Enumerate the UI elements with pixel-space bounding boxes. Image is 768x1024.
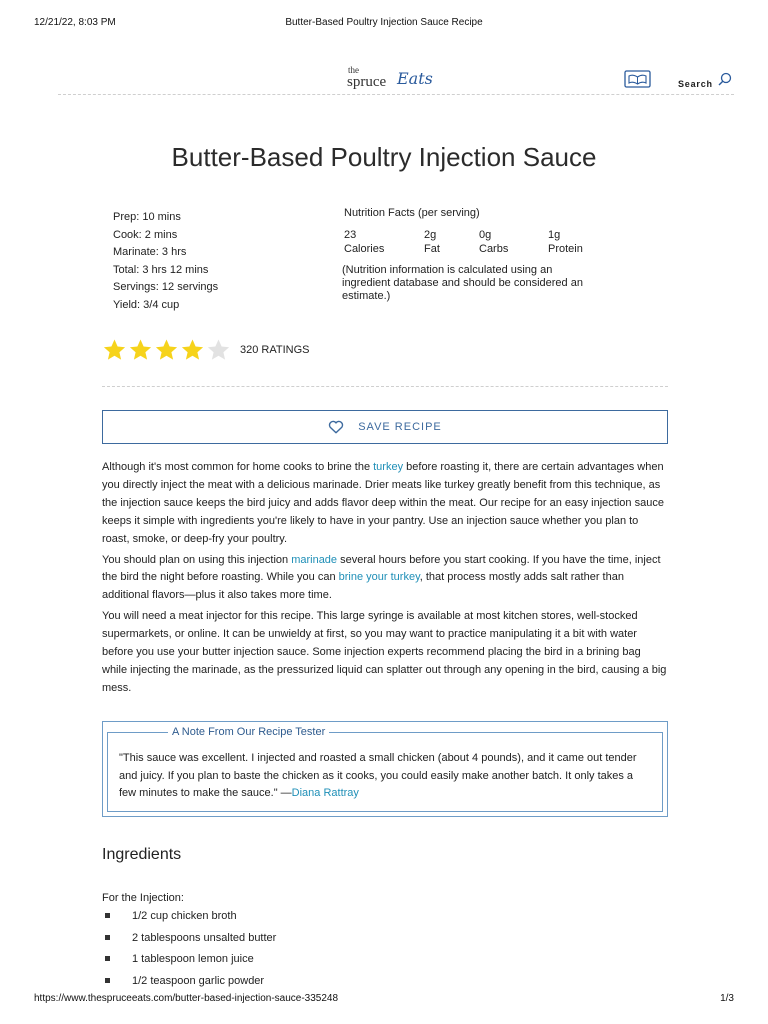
ingredient-item	[102, 930, 276, 952]
meta-cook: Cook: 2 mins	[113, 228, 178, 241]
ingredient-group-label: For the Injection:	[102, 892, 184, 904]
article-paragraph	[102, 552, 668, 606]
search-icon[interactable]	[718, 72, 732, 86]
ingredient-item	[102, 951, 276, 973]
quote-text: "This sauce was excellent. I injected and roasted a small chicken (about 4 pounds), and it came out tender and juicy. If you plan to baste the chicken as it cooks, you could easily make another batch. It only takes a few minutes to make the sauce." —	[119, 752, 637, 800]
nutrition-label: Calories	[344, 243, 385, 255]
text-span: several hours before you start cooking. If you have the time, inject the bird the night before roasting. While you can	[102, 553, 661, 584]
star-icon[interactable]	[102, 338, 127, 362]
logo-spruce: spruce	[347, 74, 387, 90]
nutrition-value: 2g	[424, 229, 437, 241]
article-paragraph	[102, 459, 668, 549]
nutrition-value: 1g	[548, 229, 561, 241]
nutrition-label: Protein	[548, 243, 583, 255]
bullet-icon	[105, 978, 110, 983]
rating-count[interactable]: 320 RATINGS	[240, 344, 310, 356]
recipe-meta	[113, 209, 218, 315]
ingredient-list	[102, 908, 276, 994]
ingredient-text: 1/2 cup chicken broth	[132, 910, 237, 922]
heart-icon	[328, 420, 344, 434]
bullet-icon	[105, 935, 110, 940]
nutrition-value: 23	[344, 229, 357, 241]
star-icon[interactable]	[128, 338, 153, 362]
nutrition-note: (Nutrition information is calculated using an ingredient database and should be considered an estimate.)	[342, 264, 583, 302]
logo-the: the	[348, 65, 359, 75]
text-span: Although it's most common for home cooks to brine the	[102, 461, 374, 473]
link-brine-your-turkey[interactable]: brine your turkey	[338, 571, 420, 584]
link-marinade[interactable]: marinade	[291, 553, 338, 566]
star-icon[interactable]	[206, 338, 231, 362]
header-divider	[58, 94, 734, 95]
recipe-title: Butter-Based Poultry Injection Sauce	[171, 142, 597, 172]
ingredient-item	[102, 973, 276, 995]
print-page-title: Butter-Based Poultry Injection Sauce Recipe	[285, 17, 483, 28]
article-body	[102, 459, 668, 701]
ingredient-text: 1 tablespoon lemon juice	[132, 953, 254, 965]
nutrition-carbs	[479, 228, 508, 256]
star-icon[interactable]	[154, 338, 179, 362]
section-divider	[102, 386, 668, 387]
meta-yield: Yield: 3/4 cup	[113, 298, 180, 311]
link-turkey[interactable]: turkey	[373, 461, 404, 473]
link-author[interactable]: Diana Rattray	[291, 787, 359, 800]
nutrition-protein	[548, 228, 583, 256]
meta-prep: Prep: 10 mins	[113, 211, 181, 223]
meta-marinate: Marinate: 3 hrs	[113, 246, 187, 259]
nutrition-facts	[342, 206, 604, 302]
nutrition-value: 0g	[479, 229, 492, 241]
ingredients-heading: Ingredients	[102, 846, 182, 863]
recipe-tester-note	[102, 721, 668, 817]
nutrition-label: Fat	[424, 243, 440, 255]
bullet-icon	[105, 956, 110, 961]
article-paragraph: You will need a meat injector for this recipe. This large syringe is available at most kitchen stores, well-stocked supermarkets, or online. It can be unwieldy at first, so you may want to practice manipulating it a bit with water before you use your butter injection sauce. Some injection experts recommend placing the bird in a brining bag while injecting the marinade, as the pressurized liquid can splatter out through any opening in the bird, causing a big mess.	[102, 610, 667, 694]
ingredient-text: 2 tablespoons unsalted butter	[132, 931, 277, 944]
save-recipe-button[interactable]	[102, 410, 668, 444]
tester-note-quote	[119, 750, 649, 803]
meta-total: Total: 3 hrs 12 mins	[113, 263, 209, 276]
bullet-icon	[105, 913, 110, 918]
text-span: before roasting it, there are certain advantages when you directly inject the meat with a delicious marinade. Drier meats like turkey greatly benefit from this technique, as the injection sauce keeps the bird juicy and adds flavor deep within the meat. Our recipe for an easy injection sauce keeps it simple with ingredients you're likely to have in your pantry. Use an injection sauce whether you plan to roast, smoke, or deep-fry your poultry.	[102, 461, 664, 545]
ingredient-item	[102, 908, 276, 930]
save-recipe-label: SAVE RECIPE	[358, 421, 442, 433]
nutrition-title: Nutrition Facts (per serving)	[344, 207, 480, 219]
site-logo[interactable]	[346, 66, 436, 94]
print-page-number: 1/3	[720, 993, 734, 1004]
nutrition-calories	[344, 228, 384, 256]
print-header	[0, 17, 768, 31]
nutrition-fat	[424, 228, 440, 256]
tester-note-title: A Note From Our Recipe Tester	[168, 726, 329, 739]
star-icon[interactable]	[180, 338, 205, 362]
ingredient-text: 1/2 teaspoon garlic powder	[132, 974, 265, 987]
print-url: https://www.thespruceeats.com/butter-based-injection-sauce-335248	[34, 993, 339, 1004]
magazine-icon[interactable]	[624, 70, 651, 88]
text-span: You should plan on using this injection	[102, 553, 292, 566]
nutrition-label: Carbs	[479, 243, 509, 255]
text-span: , that process mostly adds salt rather than additional flavors—plus it also takes more time.	[102, 571, 624, 602]
meta-servings: Servings: 12 servings	[113, 281, 219, 294]
logo-eats: Eats	[397, 69, 433, 88]
site-header	[0, 62, 768, 96]
print-datetime: 12/21/22, 8:03 PM	[34, 17, 116, 28]
search-label[interactable]: Search	[678, 79, 713, 89]
